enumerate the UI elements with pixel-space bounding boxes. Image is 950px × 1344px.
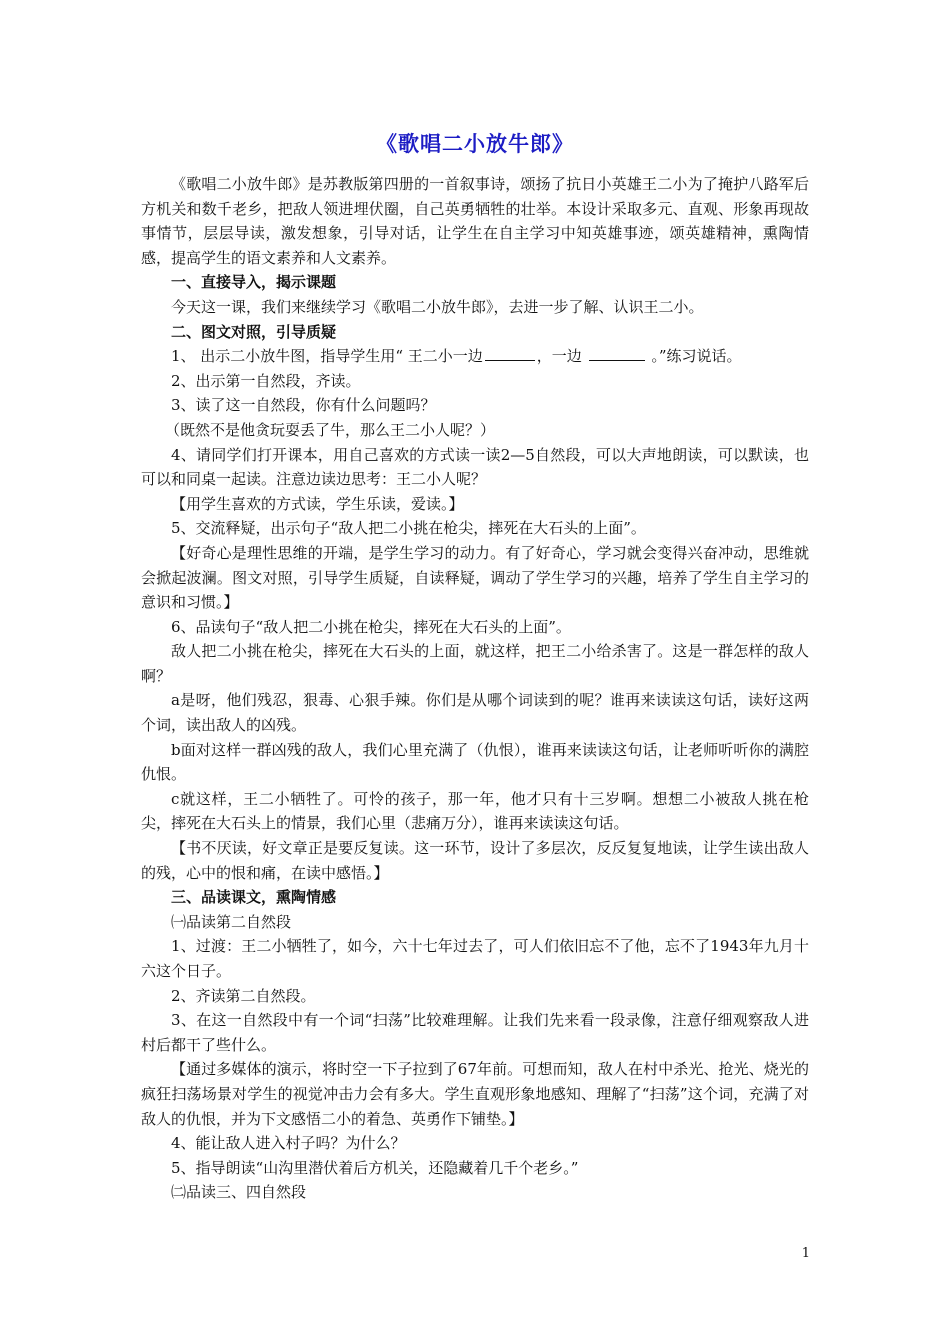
note: 【书不厌读，好文章正是要反复读。这一环节，设计了多层次，反反复复地读，让学生读出敌人的残，心中的恨和痛，在读中感悟。】 <box>141 839 809 882</box>
section-heading-1: 一、直接导入，揭示课题 <box>171 273 337 292</box>
item-text: ，一边 <box>536 347 587 366</box>
list-item: 2、出示第一自然段，齐读。 <box>171 371 361 390</box>
document-body <box>141 172 809 1205</box>
subheading: ㈠品读第二自然段 <box>171 912 292 931</box>
fill-blank-line <box>589 346 645 361</box>
paragraph: a是呀，他们残忍，狠毒、心狠手辣。你们是从哪个词读到的呢？谁再来读读这句话，读好这两个词，读出敌人的凶残。 <box>141 691 809 735</box>
item-text: 。”练习说话。 <box>646 347 742 366</box>
intro-paragraph: 《歌唱二小放牛郎》是苏教版第四册的一首叙事诗，颂扬了抗日小英雄王二小为了掩护八路军后方机关和数千老乡，把敌人领进埋伏圈，自己英勇牺牲的壮举。本设计采取多元、直观、形象再现故事情节，层层导读，激发想象，引导对话，让学生在自主学习中知英雄事迹，颂英雄精神，熏陶情感，提高学生的语文素养和人文素养。 <box>141 175 809 267</box>
list-item: 5、交流释疑，出示句子“敌人把二小挑在枪尖，摔死在大石头的上面”。 <box>171 519 646 538</box>
section-heading-3: 三、品读课文，熏陶情感 <box>171 888 337 907</box>
paragraph: 今天这一课，我们来继续学习《歌唱二小放牛郎》，去进一步了解、认识王二小。 <box>171 297 704 316</box>
list-item: 2、齐读第二自然段。 <box>171 986 316 1005</box>
subheading: ㈡品读三、四自然段 <box>171 1183 307 1202</box>
list-item <box>141 344 809 369</box>
paragraph: 敌人把二小挑在枪尖，摔死在大石头的上面，就这样，把王二小给杀害了。这是一群怎样的敌人啊？ <box>141 642 809 685</box>
page-number: 1 <box>801 1246 810 1261</box>
list-item: 6、品读句子“敌人把二小挑在枪尖，摔死在大石头的上面”。 <box>171 617 571 636</box>
section-heading-2: 二、图文对照，引导质疑 <box>171 322 337 341</box>
paragraph: b面对这样一群凶残的敌人，我们心里充满了（仇恨），谁再来读读这句话，让老师听听你的满腔仇恨。 <box>141 740 809 784</box>
list-item: 3、在这一自然段中有一个词“扫荡”比较难理解。让我们先来看一段录像，注意仔细观察敌人进村后都干了些什么。 <box>141 1011 809 1054</box>
list-item: 5、指导朗读“山沟里潜伏着后方机关，还隐藏着几千个老乡。” <box>171 1158 579 1177</box>
note: 【好奇心是理性思维的开端，是学生学习的动力。有了好奇心，学习就会变得兴奋冲动，思维就会掀起波澜。图文对照，引导学生质疑，自读释疑，调动了学生学习的兴趣，培养了学生自主学习的意识和习惯。】 <box>141 543 809 612</box>
list-item: 3、读了这一自然段，你有什么问题吗？ <box>171 396 436 415</box>
item-text: 1、 出示二小放牛图，指导学生用“ 王二小一边 <box>171 347 483 366</box>
list-item: 4、能让敌人进入村子吗？为什么？ <box>171 1134 406 1153</box>
note: （既然不是他贪玩耍丢了牛，那么王二小人呢？） <box>165 420 496 439</box>
note: 【用学生喜欢的方式读，学生乐读，爱读。】 <box>171 494 464 513</box>
paragraph: c就这样，王二小牺牲了。可怜的孩子，那一年，他才只有十三岁啊。想想二小被敌人挑在枪尖，摔死在大石头上的情景，我们心里（悲痛万分），谁再来读读这句话。 <box>141 789 809 833</box>
fill-blank-line <box>485 346 535 361</box>
document-title: 《歌唱二小放牛郎》 <box>376 131 574 156</box>
note: 【通过多媒体的演示，将时空一下子拉到了67年前。可想而知，敌人在村中杀光、抢光、烧光的疯狂扫荡场景对学生的视觉冲击力会有多大。学生直观形象地感知、理解了“扫荡”这个词，充满了对敌人的仇恨，并为下文感悟二小的着急、英勇作下铺垫。】 <box>141 1060 809 1128</box>
list-item: 4、请同学们打开课本，用自己喜欢的方式读一读2—5自然段，可以大声地朗读，可以默读，也可以和同桌一起读。注意边读边思考：王二小人呢？ <box>141 445 809 489</box>
list-item: 1、过渡：王二小牺牲了，如今，六十七年过去了，可人们依旧忘不了他，忘不了1943年九月十六这个日子。 <box>141 937 809 980</box>
